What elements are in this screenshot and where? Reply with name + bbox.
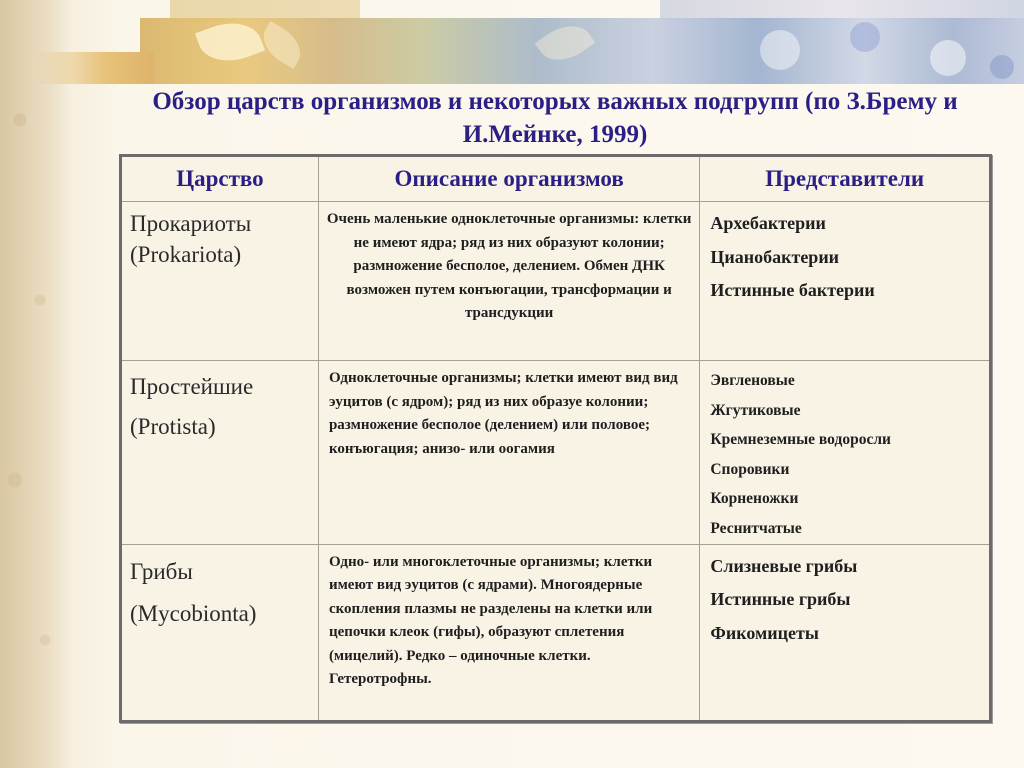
representatives-cell [700,361,991,545]
flower-decoration [760,30,800,70]
kingdom-latin-name: (Protista) [130,414,216,439]
representative-item: Эвгленовые [710,372,795,389]
description-cell: Одноклеточные организмы; клетки имеют вид вид эуцитов (с ядром); ряд из них образуе колонии; размножение бесполое (делением) или половое; конъюгация; анизо- или оогамия [318,361,699,545]
kingdom-cell [121,361,319,545]
banner-top-strip-right [660,0,1024,20]
description-cell: Одно- или многоклеточные организмы; клетки имеют вид эуцитов (с ядрами). Многоядерные скопления плазмы не разделены на клетки или цепочки клеок (гифы), образуют сплетения (мицелий). Редко – одиночные клетки. Гетеротрофны. [318,544,699,721]
representative-item: Споровики [710,460,790,478]
flower-decoration [930,40,966,76]
kingdom-name: Простейшие [130,374,254,399]
paper-texture [0,0,70,768]
representative-item: Истинные грибы [710,589,851,610]
representative-item: Слизневые грибы [710,555,858,576]
description-cell: Очень маленькие одноклеточные организмы: клетки не имеют ядра; ряд из них образуют колонии; размножение бесполое, делением. Обмен ДНК возможен путем конъюгации, трансформации и трансдукции [318,202,699,361]
kingdom-latin-name: (Mycobionta) [130,600,257,626]
representative-item: Жгутиковые [710,401,801,419]
slide-title: Обзор царств организмов и некоторых важных подгрупп (по З.Брему и И.Мейнке, 1999) [152,88,958,148]
kingdom-cell [121,544,319,721]
representatives-cell [700,544,991,721]
representative-item: Реснитчатые [710,519,802,537]
representative-item: Истинные бактерии [710,280,875,300]
representative-item: Цианобактерии [710,246,840,267]
header-representatives: Представители [700,156,991,202]
representative-item: Архебактерии [710,213,826,233]
kingdom-name: Грибы [130,558,193,584]
table-header-row [121,156,991,202]
representative-item: Кремнеземные водоросли [710,431,891,449]
kingdom-cell [121,202,319,361]
table-row [121,544,991,721]
decorative-banner [0,0,1024,92]
representative-item: Корненожки [710,490,799,508]
kingdom-latin-name: (Prokariota) [130,242,242,267]
flower-decoration [990,55,1014,79]
banner-left-strip [34,52,154,84]
flower-decoration [850,22,880,52]
kingdom-name: Прокариоты [130,211,252,236]
header-kingdom: Царство [121,156,319,202]
representatives-cell [700,202,991,361]
kingdoms-table [119,154,992,723]
table-row [121,202,991,361]
table-row [121,361,991,545]
header-description: Описание организмов [318,156,699,202]
representative-item: Фикомицеты [710,622,819,643]
